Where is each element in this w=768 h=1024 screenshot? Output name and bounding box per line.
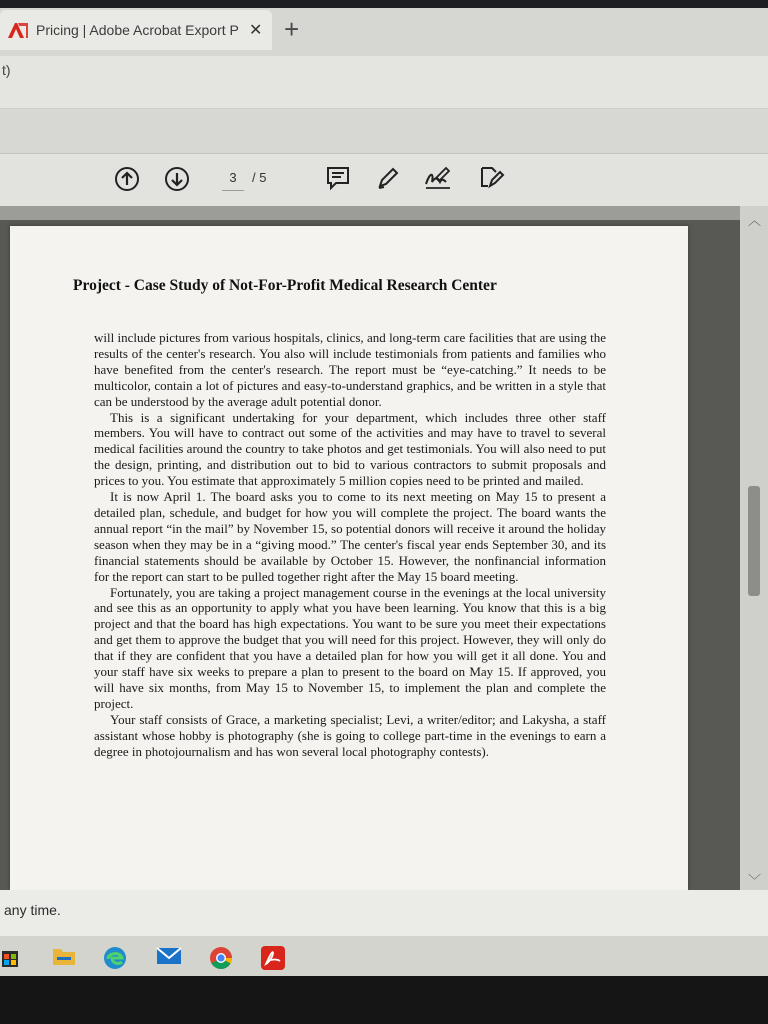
signature-icon: [422, 164, 454, 192]
paragraph: It is now April 1. The board asks you to come to its next meeting on May 15 to present a detailed plan, schedule, and budget for how you will complete the project. The board wants the annual report “in the mail” by November 15, so potential donors will receive it around the holiday season when they may be in a “giving mood.” The center's fiscal year ends September 30, and its financial statements should be available by October 15. However, the nonfinancial information for the report can start to be pulled together right after the May 15 board meeting.: [94, 489, 606, 584]
store-icon[interactable]: [0, 945, 20, 974]
chrome-icon[interactable]: [208, 945, 234, 976]
acrobat-logo-icon: [6, 20, 32, 40]
vertical-scrollbar[interactable]: [740, 206, 768, 890]
acrobat-icon[interactable]: [260, 945, 286, 976]
pdf-toolbar: [0, 154, 768, 206]
document-title: Project - Case Study of Not-For-Profit Medical Research Center: [73, 277, 497, 294]
arrow-up-circle-icon: [114, 166, 140, 192]
previous-page-button[interactable]: [114, 166, 140, 197]
paragraph: will include pictures from various hospitals, clinics, and long-term care facilities that are using the results of the center's research. You also will include testimonials from patients and families who have benefited from the center's research. The report must be “eye-catching.” It needs to be multicolor, contain a lot of pictures and easy-to-understand graphics, and be written in a style that can be understood by the average adult potential donor.: [94, 330, 606, 409]
edit-text-icon: [476, 162, 506, 192]
file-explorer-icon[interactable]: [52, 945, 76, 972]
page-total: / 5: [252, 170, 267, 185]
address-bar[interactable]: [0, 56, 768, 109]
pencil-icon: [374, 164, 402, 192]
scroll-down-icon[interactable]: ﹀: [748, 873, 762, 888]
document-viewer[interactable]: [0, 206, 740, 890]
viewer-top-strip: [0, 206, 740, 220]
page-number-input[interactable]: 3: [222, 166, 244, 191]
document-body: [94, 330, 606, 759]
scrollbar-thumb[interactable]: [748, 486, 760, 596]
browser-tab-bar: [0, 0, 768, 56]
comment-button[interactable]: [324, 164, 352, 197]
mail-icon[interactable]: [156, 945, 182, 972]
secondary-toolbar: [0, 109, 768, 154]
comment-icon: [324, 164, 352, 192]
notice-text: any time.: [4, 902, 61, 918]
monitor-bezel: [0, 976, 768, 1024]
scroll-up-icon[interactable]: ︿: [748, 213, 762, 228]
paragraph: Your staff consists of Grace, a marketing specialist; Levi, a writer/editor; and Lakysha, a staff assistant whose hobby is photography (she is going to college part-time in the evenings to earn a degree in photojournalism and has won several local photography contests).: [94, 711, 606, 759]
taskbar: [0, 936, 768, 976]
edit-pdf-button[interactable]: [476, 162, 506, 197]
tab-title: Pricing | Adobe Acrobat Export P: [36, 22, 239, 38]
browser-tab[interactable]: [0, 10, 272, 50]
fill-sign-button[interactable]: [422, 164, 454, 197]
pdf-page: [10, 226, 688, 890]
paragraph: This is a significant undertaking for your department, which includes three other staff members. You will have to contract out some of the activities and may have to travel to several medical facilities around the country to take photos and get testimonials. You will also need to put the design, printing, and distribution out to bid to various contractors to submit proposals and prices to you. You estimate that approximately 5 million copies need to be printed and mailed.: [94, 409, 606, 489]
highlight-button[interactable]: [374, 164, 402, 197]
notice-bar: [0, 890, 768, 936]
paragraph: Fortunately, you are taking a project management course in the evenings at the local university and see this as an opportunity to apply what you have been learning. You know that this is a big project and that the board has high expectations. You want to be sure you meet their expectations and get them to approve the budget that you will need for this project. However, they will only do that if they are confident that you have a detailed plan for how you will get it all done. You and your staff have six weeks to prepare a plan to present to the board on May 15. If approved, you will have six months, from May 15 to November 15, to implement the plan and complete the project.: [94, 584, 606, 711]
new-tab-button[interactable]: +: [284, 14, 300, 44]
arrow-down-circle-icon: [164, 166, 190, 192]
next-page-button[interactable]: [164, 166, 190, 197]
edge-icon[interactable]: [102, 945, 128, 976]
close-tab-icon[interactable]: ✕: [249, 22, 263, 39]
address-text: t): [2, 62, 11, 78]
